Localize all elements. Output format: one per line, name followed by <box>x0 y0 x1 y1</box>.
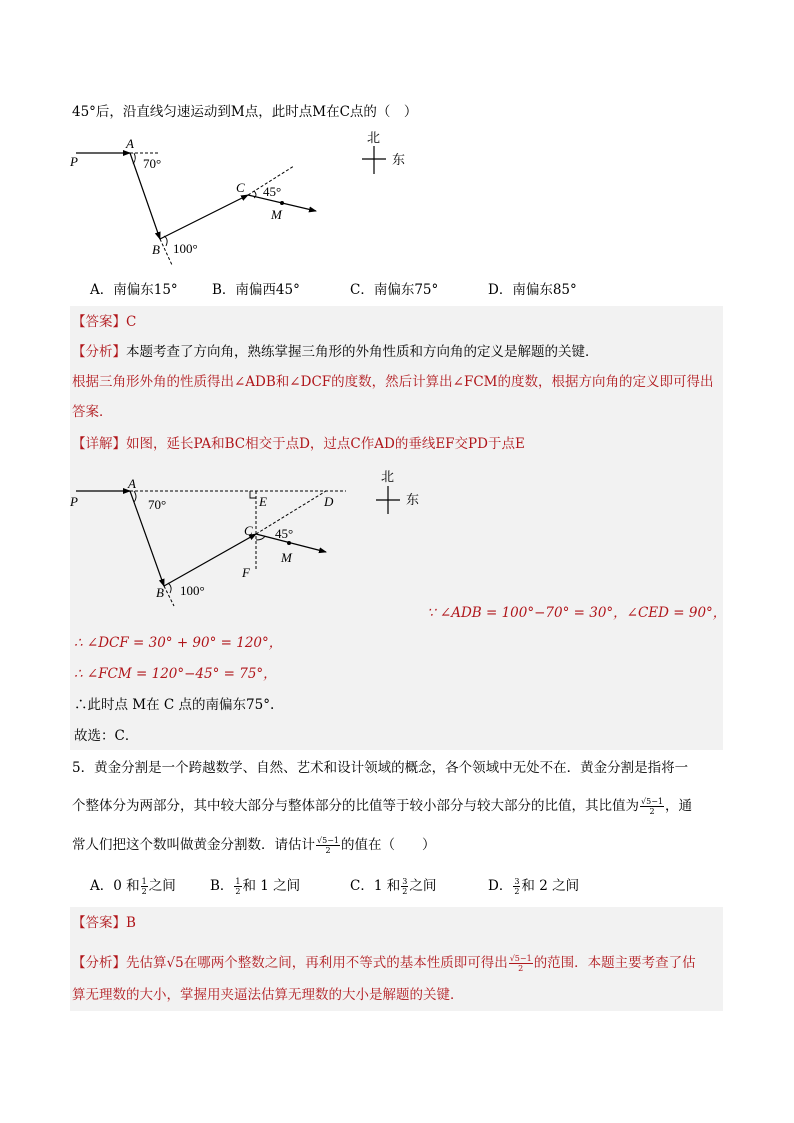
angle-arc-70 <box>134 491 136 502</box>
label-m: M <box>281 550 292 565</box>
compass-east: 东 <box>392 152 406 167</box>
angle-100: 100° <box>180 583 205 598</box>
label-p: P <box>70 494 78 509</box>
label-d: D <box>324 494 334 509</box>
q5-answer-line: 【答案】B <box>72 915 136 931</box>
segment-bc <box>160 195 248 239</box>
angle-100: 100° <box>173 241 198 256</box>
compass-icon <box>376 486 400 514</box>
detail-line-1: 【详解】如图，延长PA和BC相交于点D，过点C作AD的垂线EF交PD于点E <box>72 436 525 452</box>
right-angle-mark <box>250 491 256 498</box>
label-m: M <box>271 207 282 222</box>
q5-option-c: C．1 和 $\frac{3}{2}$ 之间 <box>350 877 437 896</box>
q5-option-d: D． $\frac{3}{2}$ 和 2 之间 <box>488 877 580 896</box>
choice-line: 故选：C． <box>74 728 139 744</box>
q5-line-2: 个整体分为两部分，其中较大部分与整体部分的比值等于较小部分与较大部分的比值，其比值为 $\frac{√5-1}{2}$ ，通 <box>72 797 692 816</box>
angle-45: 45° <box>263 184 282 199</box>
angle-arc-45 <box>256 536 265 540</box>
analysis-line-3: 答案． <box>72 404 113 420</box>
point-m <box>287 541 291 545</box>
q5-line-1: 5．黄金分割是一个跨越数学、自然、艺术和设计领域的概念，各个领域中无处不在．黄金分割是指将一 <box>72 760 689 776</box>
q5-line-3: 常人们把这个数叫做黄金分割数．请估计 $\frac{√5-1}{2}$ 的值在（ ） <box>72 836 436 855</box>
label-c: C <box>236 180 245 195</box>
label-c: C <box>244 523 253 538</box>
option-b: B．南偏西45° <box>212 282 300 298</box>
angle-arc-100 <box>168 583 171 593</box>
label-a: A <box>128 476 136 491</box>
angle-70: 70° <box>143 156 162 171</box>
analysis-line-1: 【分析】本题考查了方向角，熟练掌握三角形的外角性质和方向角的定义是解题的关键． <box>72 344 599 360</box>
label-p: P <box>70 154 78 169</box>
figure-direction-1 <box>68 128 448 278</box>
angle-70: 70° <box>148 497 167 512</box>
golden-ratio-fraction: $\frac{√5-1}{2}$ <box>509 954 532 973</box>
golden-ratio-fraction: $\frac{√5-1}{2}$ <box>317 836 339 855</box>
label-f: F <box>242 565 250 580</box>
conclusion-line: ∴此时点 M在 C 点的南偏东75°. <box>74 697 275 713</box>
equation-1: ∵ ∠ADB = 100°−70° = 30°，∠CED = 90°， <box>427 605 727 621</box>
angle-arc-100 <box>164 236 167 246</box>
equation-3: ∴ ∠FCM = 120°−45° = 75°， <box>74 666 277 682</box>
compass-east: 东 <box>406 492 420 507</box>
point-m <box>280 201 284 205</box>
equation-2: ∴ ∠DCF = 30° + 90° = 120°， <box>74 635 283 651</box>
question-stem: 45°后，沿直线匀速运动到M点，此时点M在C点的（ ） <box>72 104 418 120</box>
option-a: A．南偏东15° <box>90 282 178 298</box>
answer-line: 【答案】C <box>72 314 137 330</box>
label-a: A <box>126 136 134 151</box>
label-e: E <box>259 494 267 509</box>
option-d: D．南偏东85° <box>488 282 577 298</box>
label-b: B <box>152 242 160 257</box>
label-b: B <box>156 585 164 600</box>
analysis-line-2: 根据三角形外角的性质得出∠ADB和∠DCF的度数，然后计算出∠FCM的度数，根据方向角的定义即可得出 <box>72 374 714 390</box>
q5-option-a: A．0 和 $\frac{1}{2}$ 之间 <box>90 877 176 896</box>
angle-45: 45° <box>275 526 294 541</box>
compass-icon <box>362 146 386 174</box>
q5-analysis-line-2: 算无理数的大小，掌握用夹逼法估算无理数的大小是解题的关键． <box>72 987 464 1003</box>
compass-north: 北 <box>381 469 395 484</box>
extension-ab <box>160 239 172 265</box>
q5-option-b: B． $\frac{1}{2}$ 和 1 之间 <box>210 877 301 896</box>
extension-ab <box>164 586 174 606</box>
q5-analysis-line-1: 【分析】先估算√5在哪两个整数之间，再利用不等式的基本性质即可得出 $\frac{√5-1}{2}$ 的范围．本题主要考查了估 <box>72 954 696 973</box>
compass-north: 北 <box>367 130 381 145</box>
option-c: C．南偏东75° <box>350 282 439 298</box>
golden-ratio-fraction: $\frac{√5-1}{2}$ <box>641 797 663 816</box>
figure-direction-2 <box>68 460 448 608</box>
